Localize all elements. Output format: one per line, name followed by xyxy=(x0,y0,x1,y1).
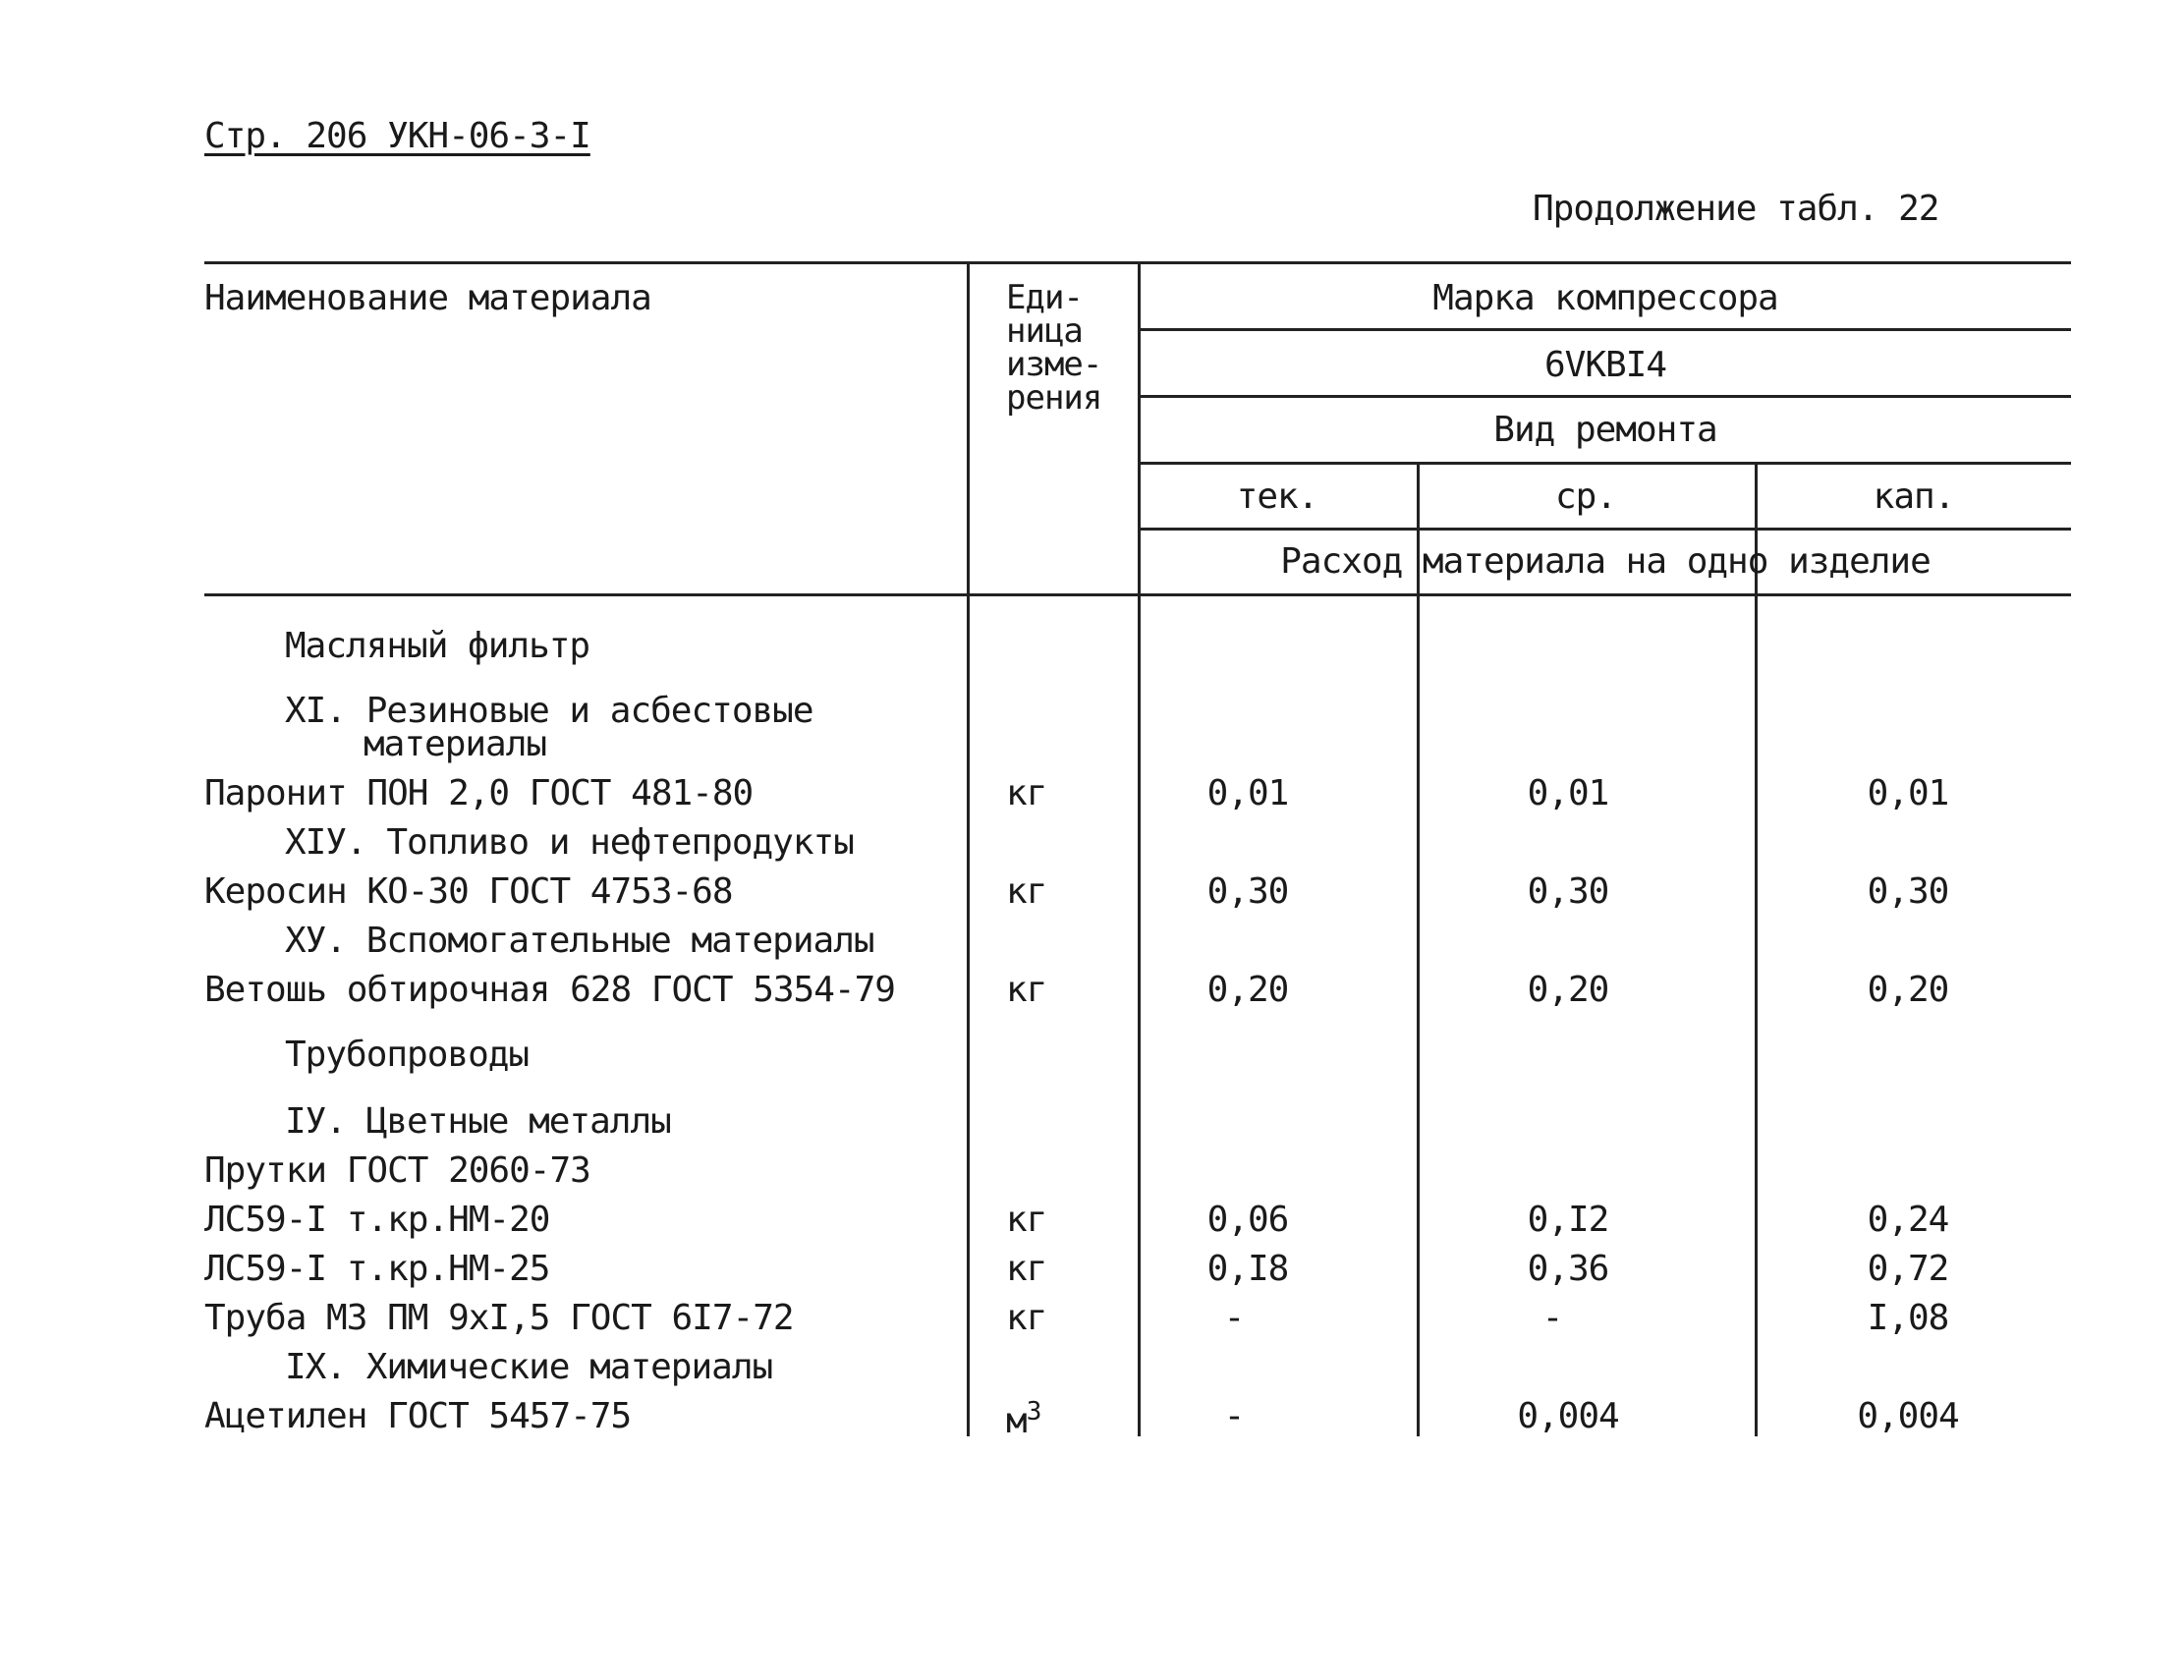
row-value-kap: I,08 xyxy=(1867,1298,1949,1338)
col-divider-sr-kap xyxy=(1755,462,1758,1436)
row-value-tek: - xyxy=(1223,1396,1245,1436)
row-value-tek: 0,30 xyxy=(1206,871,1289,912)
row-value-sr: 0,004 xyxy=(1517,1396,1619,1436)
unit-header-line: рения xyxy=(1006,378,1102,418)
row-value-sr: 0,I2 xyxy=(1527,1200,1609,1240)
row-name: Ветошь обтирочная 628 ГОСТ 5354-79 xyxy=(204,970,895,1010)
row-name: Ацетилен ГОСТ 5457-75 xyxy=(204,1396,632,1436)
row-value-kap: 0,004 xyxy=(1857,1396,1959,1436)
row-name: Керосин КО-30 ГОСТ 4753-68 xyxy=(204,871,733,912)
repair-type-label: Вид ремонта xyxy=(1493,410,1717,450)
section-fuel: XIУ. Топливо и нефтепродукты xyxy=(285,822,854,863)
row-value-sr: 0,36 xyxy=(1527,1249,1609,1289)
row-value-kap: 0,20 xyxy=(1867,970,1949,1010)
row-name: Паронит ПОН 2,0 ГОСТ 481-80 xyxy=(204,773,754,813)
compressor-model: 6VKBI4 xyxy=(1543,345,1667,385)
section-rods: Прутки ГОСТ 2060-73 xyxy=(204,1150,590,1191)
brand-rule xyxy=(1140,328,2071,331)
repair-type-kap: кап. xyxy=(1873,476,1955,517)
col-divider-unit-values xyxy=(1138,261,1141,1436)
section-rubber-asbestos: XI. Резиновые и асбестовые xyxy=(285,691,813,731)
row-unit: кг xyxy=(1006,1298,1047,1338)
unit-header-line: Еди- xyxy=(1006,278,1083,317)
unit-header-line: изме- xyxy=(1006,345,1102,384)
row-value-tek: 0,I8 xyxy=(1206,1249,1289,1289)
row-value-kap: 0,01 xyxy=(1867,773,1949,813)
section-oil-filter: Масляный фильтр xyxy=(285,626,590,666)
consumption-label: Расход материала на одно изделие xyxy=(1280,541,1931,582)
row-value-tek: 0,06 xyxy=(1206,1200,1289,1240)
col-divider-tek-sr xyxy=(1417,462,1420,1436)
row-unit: кг xyxy=(1006,1249,1047,1289)
row-value-kap: 0,24 xyxy=(1867,1200,1949,1240)
row-value-tek: 0,01 xyxy=(1206,773,1289,813)
compressor-brand-label: Марка компрессора xyxy=(1432,278,1778,318)
row-unit: кг xyxy=(1006,871,1047,912)
unit-text: м xyxy=(1006,1401,1027,1441)
row-name: ЛС59-I т.кр.НМ-25 xyxy=(204,1249,550,1289)
row-unit xyxy=(1006,1399,1040,1439)
section-auxiliary: ХУ. Вспомогательные материалы xyxy=(285,921,874,961)
unit-header-line: ница xyxy=(1006,311,1083,351)
page-reference: Стр. 206 УКН-06-3-I xyxy=(204,116,590,156)
row-unit: кг xyxy=(1006,970,1047,1010)
row-name: Труба М3 ПМ 9хI,5 ГОСТ 6I7-72 xyxy=(204,1298,794,1338)
col-header-material-name: Наименование материала xyxy=(204,278,651,318)
section-chemical: IX. Химические материалы xyxy=(285,1347,773,1387)
row-unit: кг xyxy=(1006,773,1047,813)
model-rule xyxy=(1140,395,2071,398)
row-value-sr: 0,01 xyxy=(1527,773,1609,813)
repair-type-sr: ср. xyxy=(1554,476,1617,517)
col-divider-name-unit xyxy=(967,261,970,1436)
row-value-sr: 0,20 xyxy=(1527,970,1609,1010)
repair-type-tek: тек. xyxy=(1236,476,1318,517)
section-rubber-asbestos-cont: материалы xyxy=(364,724,547,764)
table-continuation-label: Продолжение табл. 22 xyxy=(1533,189,1939,229)
row-value-tek: 0,20 xyxy=(1206,970,1289,1010)
unit-superscript: 3 xyxy=(1026,1397,1041,1427)
row-value-sr: - xyxy=(1541,1298,1563,1338)
types-rule xyxy=(1140,528,2071,531)
section-nonferrous: IУ. Цветные металлы xyxy=(285,1101,671,1142)
row-value-kap: 0,30 xyxy=(1867,871,1949,912)
row-unit: кг xyxy=(1006,1200,1047,1240)
col-header-unit xyxy=(1006,278,1102,418)
repair-rule xyxy=(1140,462,2071,465)
row-value-kap: 0,72 xyxy=(1867,1249,1949,1289)
row-value-tek: - xyxy=(1223,1298,1245,1338)
row-name: ЛС59-I т.кр.НМ-20 xyxy=(204,1200,550,1240)
section-pipelines: Трубопроводы xyxy=(285,1035,530,1075)
row-value-sr: 0,30 xyxy=(1527,871,1609,912)
